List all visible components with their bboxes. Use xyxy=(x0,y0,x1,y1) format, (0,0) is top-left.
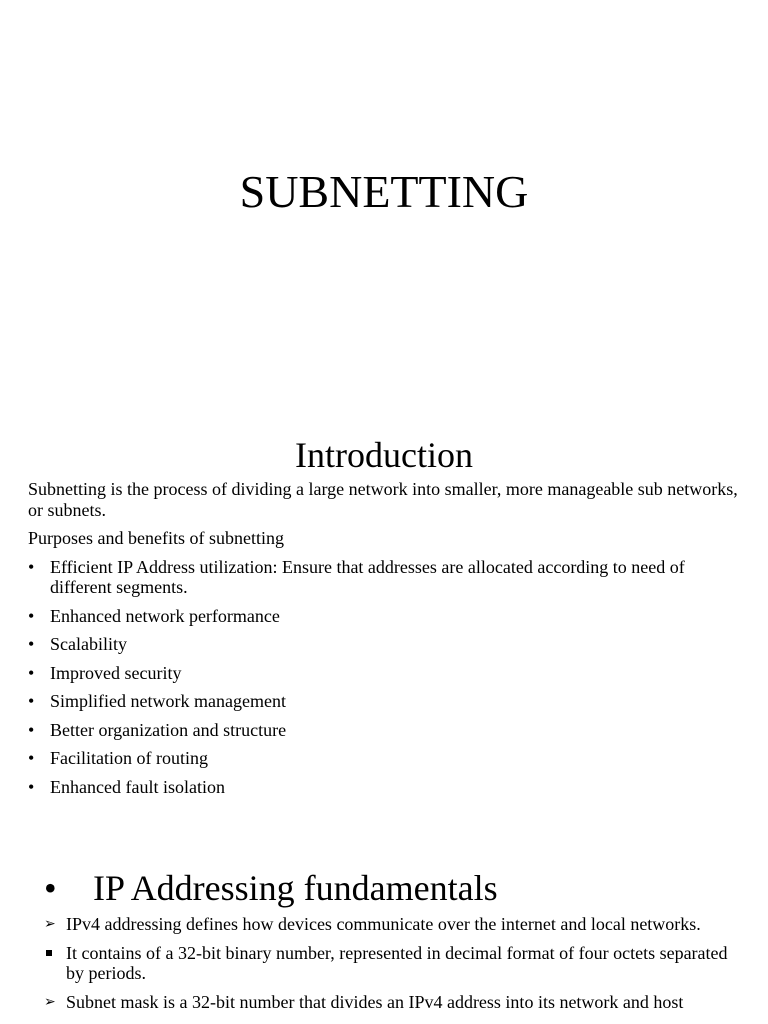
list-item-text: Scalability xyxy=(50,634,127,654)
square-bullet-icon xyxy=(46,950,52,956)
list-item-text: Subnet mask is a 32-bit number that divides an IPv4 address into its network and host xyxy=(66,991,684,1012)
arrow-bullet-icon: ➢ xyxy=(44,916,56,932)
title-slide-heading: SUBNETTING xyxy=(239,166,529,217)
list-item-text: IPv4 addressing defines how devices communicate over the internet and local networks. xyxy=(66,914,701,934)
list-item xyxy=(28,720,740,741)
ip-addressing-list xyxy=(44,914,734,1020)
list-item-text: Efficient IP Address utilization: Ensure that addresses are allocated according to need of different segments. xyxy=(50,556,685,597)
list-item-text: Better organization and structure xyxy=(50,719,287,740)
arrow-bullet-icon: ➢ xyxy=(44,993,56,1010)
list-item xyxy=(28,634,740,655)
list-item xyxy=(28,663,740,684)
list-item xyxy=(28,748,740,769)
introduction-paragraph: Subnetting is the process of dividing a large network into smaller, more manageable sub networks, or subnets. xyxy=(28,479,738,520)
list-item-text: Enhanced network performance xyxy=(50,605,280,626)
list-item-text: Facilitation of routing xyxy=(50,748,208,768)
heading-text: IP Addressing fundamentals xyxy=(93,868,498,908)
list-item-text: Enhanced fault isolation xyxy=(50,776,225,797)
ip-addressing-heading xyxy=(44,866,498,910)
list-item-text: Simplified network management xyxy=(50,691,286,711)
bullet-icon: • xyxy=(28,605,35,626)
list-item xyxy=(28,606,740,627)
introduction-body xyxy=(28,479,740,805)
bullet-icon: • xyxy=(28,662,35,683)
bullet-icon: • xyxy=(28,719,35,740)
bullet-icon: • xyxy=(28,634,35,654)
list-item xyxy=(28,557,740,598)
list-item xyxy=(28,777,740,798)
list-item xyxy=(28,691,740,712)
bullet-icon: • xyxy=(28,776,35,797)
list-item-text: It contains of a 32-bit binary number, represented in decimal format of four octets separated by periods. xyxy=(66,942,728,983)
bullet-icon: • xyxy=(28,556,35,577)
bullet-icon: • xyxy=(28,691,35,711)
bullet-icon: • xyxy=(28,748,35,768)
list-item-text: Improved security xyxy=(50,662,182,683)
list-item xyxy=(44,943,734,984)
list-item xyxy=(44,914,734,935)
bullet-icon: • xyxy=(44,868,57,908)
benefits-list xyxy=(28,557,740,798)
introduction-heading: Introduction xyxy=(295,435,473,475)
list-item xyxy=(44,992,734,1013)
benefits-intro: Purposes and benefits of subnetting xyxy=(28,528,284,548)
